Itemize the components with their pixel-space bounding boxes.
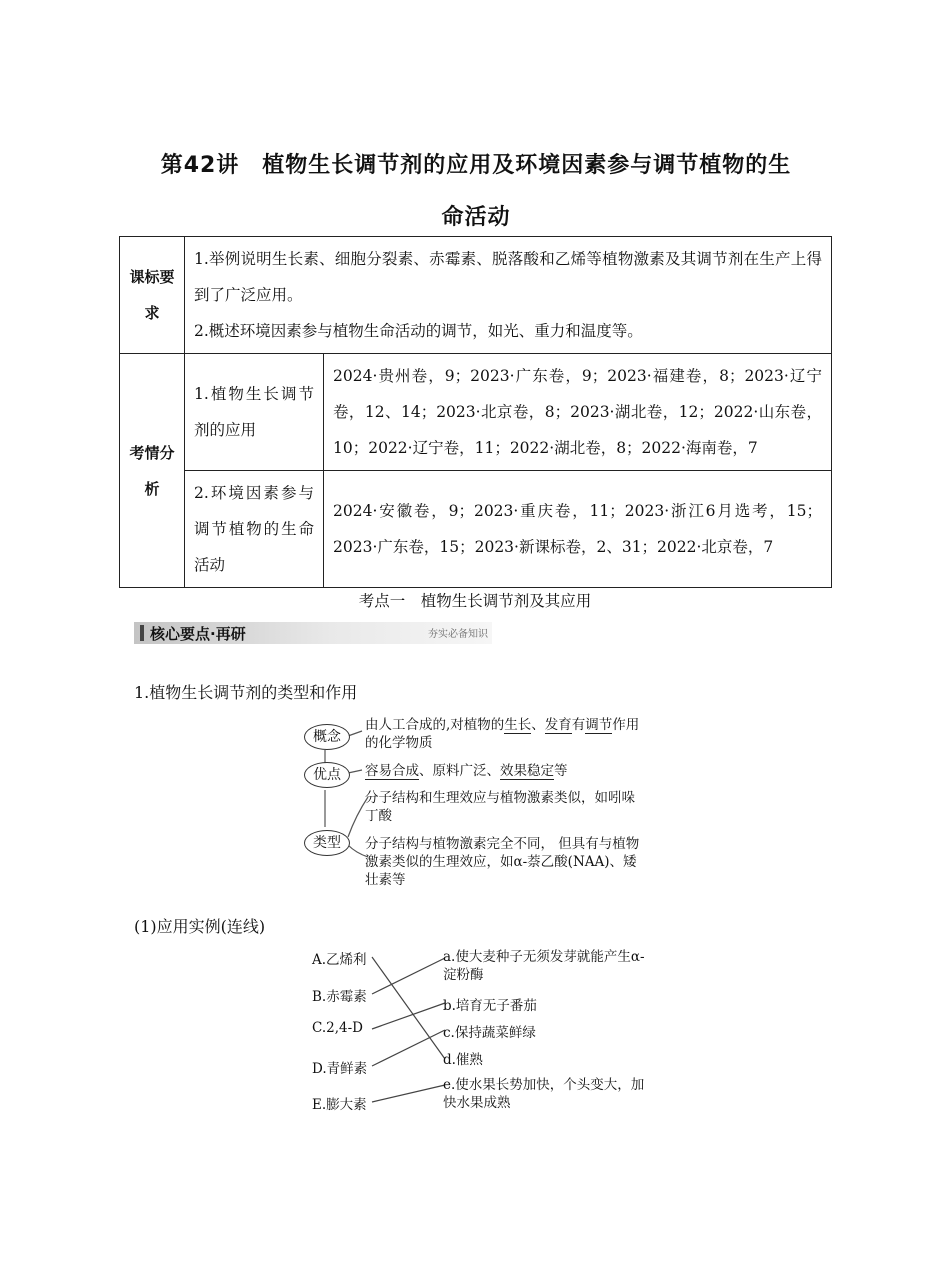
banner-title: 核心要点·再研: [150, 624, 246, 643]
match-left-c: C.2,4-D: [312, 1020, 363, 1036]
standard-line-2: 2.概述环境因素参与植物生命活动的调节，如光、重力和温度等。: [194, 322, 643, 340]
analysis-topic-2: 2.环境因素参与调节植物的生命活动: [185, 471, 324, 588]
adv-post: 等: [554, 763, 568, 779]
concept-text: [365, 716, 647, 752]
analysis-header: 考情分析: [120, 354, 185, 588]
match-left-d: D.青鲜素: [312, 1061, 368, 1077]
concept-growth: 生长: [504, 717, 532, 733]
match-right-a: a.使大麦种子无须发芽就能产生α-淀粉酶: [443, 949, 645, 983]
concept-development: 发育: [544, 717, 572, 733]
analysis-exams-1: 2024·贵州卷，9；2023·广东卷，9；2023·福建卷，8；2023·辽宁卷，12、14；2023·北京卷，8；2023·湖北卷，12；2022·山东卷，10；2022·辽宁卷，11；2022·湖北卷，8；2022·海南卷，7: [324, 354, 832, 471]
type-1-text: 分子结构和生理效应与植物激素类似，如吲哚丁酸: [365, 790, 635, 824]
standard-row: [120, 237, 832, 354]
match-left-a: A.乙烯利: [312, 952, 367, 968]
match-right-b: b.培育无子番茄: [443, 998, 537, 1014]
advantage-node: 优点: [304, 762, 350, 788]
point-heading: 考点一 植物生长调节剂及其应用: [358, 592, 592, 610]
type-node: 类型: [304, 830, 350, 856]
advantage-text: [365, 762, 647, 780]
section-banner: [134, 622, 492, 644]
type-2-text: 分子结构与植物激素完全不同， 但具有与植物激素类似的生理效应，如α-萘乙酸(NAA)、矮壮素等: [365, 836, 640, 888]
adv-mid: 、原料广泛、: [419, 763, 500, 779]
match-right-d: d.催熟: [443, 1052, 483, 1068]
adv-stable-effect: 效果稳定: [500, 763, 554, 779]
page-title: [120, 140, 832, 244]
match-left-e: E.膨大素: [312, 1097, 367, 1113]
concept-mid: 有: [571, 717, 586, 733]
title-line-1: 第42讲 植物生长调节剂的应用及环境因素参与调节植物的生: [160, 153, 792, 178]
section-heading-1: 1.植物生长调节剂的类型和作用: [134, 683, 358, 702]
analysis-topic-1: 1.植物生长调节剂的应用: [185, 354, 324, 471]
concept-sep: 、: [531, 717, 545, 733]
concept-node: 概念: [304, 724, 350, 750]
title-line-2: 命活动: [441, 205, 511, 230]
banner-subtitle: 夯实必备知识: [428, 629, 488, 640]
match-right-c: c.保持蔬菜鲜绿: [443, 1025, 536, 1041]
standard-line-1: 1.举例说明生长素、细胞分裂素、赤霉素、脱落酸和乙烯等植物激素及其调节剂在生产上得到了广泛应用。: [194, 250, 822, 304]
match-left-b: B.赤霉素: [312, 989, 367, 1005]
requirements-table: [119, 236, 832, 588]
concept-text-pre: 由人工合成的,对植物的: [365, 717, 505, 733]
concept-regulation: 调节: [585, 717, 613, 733]
standard-content: [185, 237, 832, 354]
analysis-row-2: [120, 471, 832, 588]
analysis-row-1: [120, 354, 832, 471]
banner-bar: [140, 625, 144, 641]
match-right-e: e.使水果长势加快，个头变大，加快水果成熟: [443, 1077, 645, 1111]
adv-easy-synthesis: 容易合成: [365, 763, 419, 779]
section-heading-2: (1)应用实例(连线): [134, 917, 266, 936]
standard-header: 课标要求: [120, 237, 185, 354]
analysis-exams-2: 2024·安徽卷，9；2023·重庆卷，11；2023·浙江6月选考，15；2023·广东卷，15；2023·新课标卷，2、31；2022·北京卷，7: [324, 471, 832, 588]
concept-post: 作用的化学物质: [365, 717, 640, 751]
